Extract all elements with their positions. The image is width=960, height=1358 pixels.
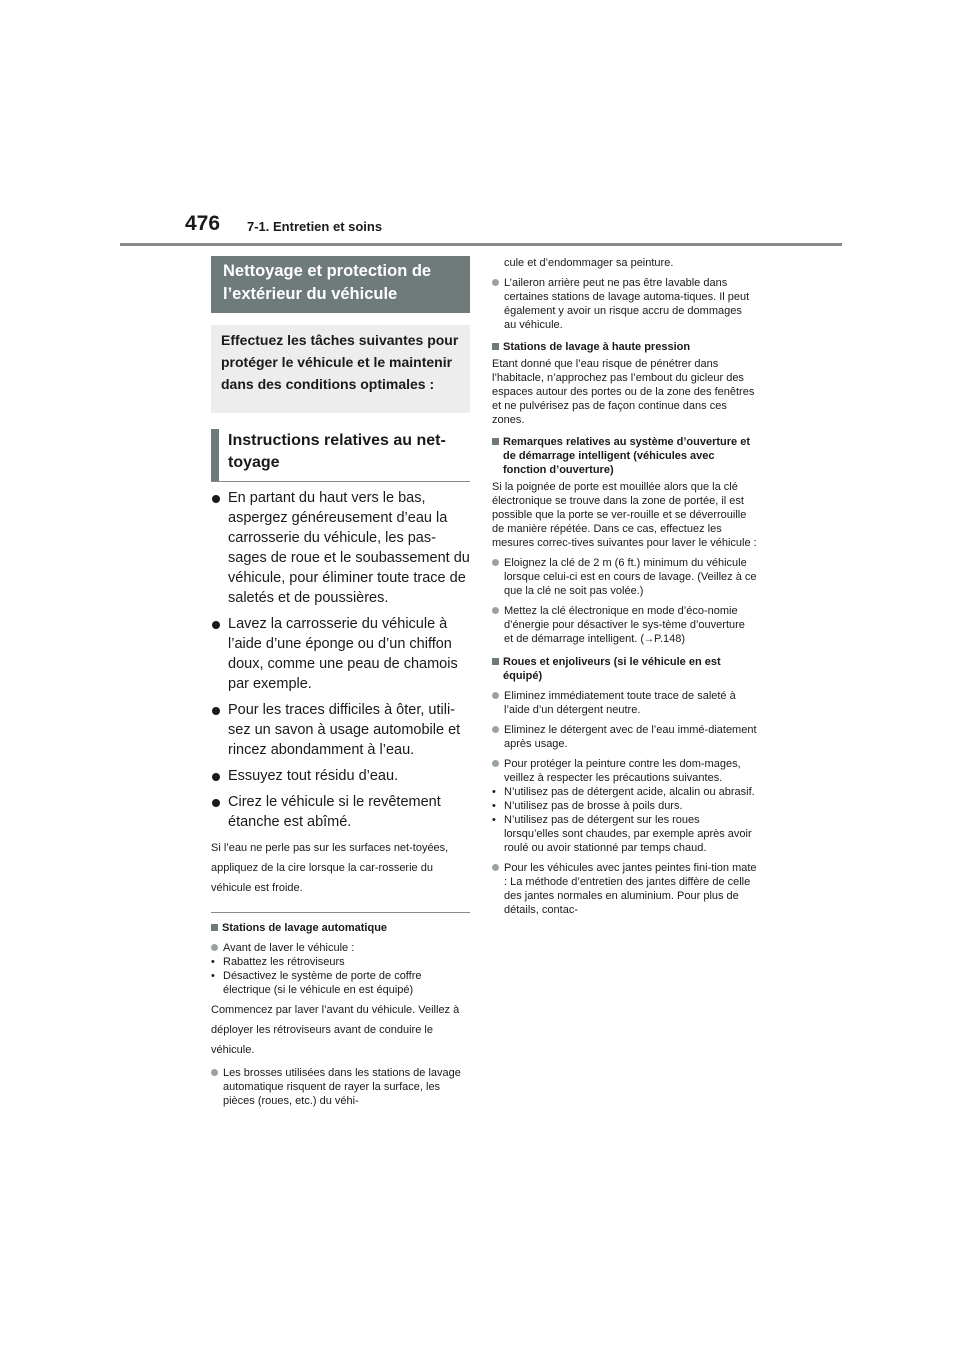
intro-box: Effectuez les tâches suivantes pour protéger le véhicule et le maintenir dans des conditions optimales : [211,325,470,413]
sub-item-text: Rabattez les rétroviseurs [223,956,345,968]
circle-bullet-icon [492,692,499,699]
header-rule [120,243,842,246]
circle-bullet-icon [492,864,499,871]
list-item [492,757,757,785]
list-item-text: Pour les traces difficiles à ôter, utili-sez un savon à usage automobile et rincez abondamment à l’eau. [228,702,461,758]
page-reference-link[interactable]: P.148) [654,633,686,645]
list-item [211,700,470,760]
separator [211,912,470,913]
bullet-icon [212,773,220,781]
cleaning-instructions-title: Instructions relatives au net-toyage [228,432,446,471]
sub-item-text: Désactivez le système de porte de coffre électrique (si le véhicule en est équipé) [223,970,422,996]
dot-bullet-icon: • [492,814,496,826]
sub-item-text: N’utilisez pas de détergent sur les roues lorsqu’elles sont chaudes, par exemple après avoir roulé ou avoir stationné par temps chaud. [504,814,752,854]
bullet-icon [212,799,220,807]
list-item [211,614,470,694]
wheels-heading [492,655,757,683]
list-item [211,1066,470,1108]
circle-bullet-icon [492,559,499,566]
dot-bullet-icon: • [211,970,215,982]
circle-bullet-icon [492,279,499,286]
high-pressure-title: Stations de lavage à haute pression [503,341,691,353]
left-column [211,256,470,1108]
list-item-text: En partant du haut vers le bas, aspergez généreusement d’eau la carrosserie du véhicule, les pas-sages de roue et le soubassement du véhicule, pour éliminer toute trace de saletés et de poussières. [228,490,470,606]
list-item [211,766,470,786]
bullet-icon [212,621,220,629]
sub-item-text: N’utilisez pas de brosse à poils durs. [504,800,683,812]
list-item-text: Cirez le véhicule si le revêtement étanche est abîmé. [228,794,441,830]
list-item-text: Eliminez le détergent avec de l’eau immé-diatement après usage. [504,724,757,750]
circle-bullet-icon [492,760,499,767]
square-bullet-icon [492,658,499,665]
paragraph: Commencez par laver l’avant du véhicule. Veillez à déployer les rétroviseurs avant de conduire le véhicule. [211,1004,460,1056]
square-bullet-icon [492,343,499,350]
right-column [492,256,757,917]
paragraph: Etant donné que l’eau risque de pénétrer dans l’habitacle, n’approchez pas l’embout du gicleur des espaces autour des portes ou de la zone des fenêtres et ne pulvérisez pas de façon continue dans ces zones. [492,358,755,426]
heading-bar [211,429,219,481]
sub-item [492,799,757,813]
cleaning-steps-list [211,488,470,832]
bullet-icon [212,707,220,715]
dot-bullet-icon: • [492,786,496,798]
list-item [211,792,470,832]
automatic-wash-title: Stations de lavage automatique [222,922,388,934]
list-item-text: Essuyez tout résidu d’eau. [228,768,399,784]
section-title: 7-1. Entretien et soins [247,219,383,234]
list-item [211,488,470,608]
page-number: 476 [185,212,221,235]
high-pressure-heading [492,340,757,354]
list-item-text: L’aileron arrière peut ne pas être lavable dans certaines stations de lavage automa-tiques. Il peut également y avoir un risque accru de dommages au véhicule. [504,277,750,331]
list-item-text: Eliminez immédiatement toute trace de saleté à l’aide d’un détergent neutre. [504,690,736,716]
list-item [492,604,757,647]
list-item-text: Eloignez la clé de 2 m (6 ft.) minimum du véhicule lorsque celui-ci est en cours de lavage. (Veillez à ce que la clé ne soit pas volée.) [504,557,757,597]
sub-item [211,969,470,997]
dot-bullet-icon: • [492,800,496,812]
list-item [492,861,757,917]
list-item [492,276,757,332]
sub-item [492,813,757,855]
list-item [492,723,757,751]
smart-key-heading [492,435,757,477]
list-item [492,689,757,717]
square-bullet-icon [211,924,218,931]
list-item-text: Les brosses utilisées dans les stations de lavage automatique risquent de rayer la surface, les pièces (roues, etc.) du véhi- [223,1067,461,1107]
circle-bullet-icon [492,607,499,614]
automatic-wash-heading [211,921,470,935]
wheels-title: Roues et enjoliveurs (si le véhicule en est équipé) [503,656,721,682]
sub-item [492,785,757,799]
sub-item-text: N’utilisez pas de détergent acide, alcalin ou abrasif. [504,786,755,798]
paragraph: Si la poignée de porte est mouillée alors que la clé électronique se trouve dans la zone de portée, il est possible que la porte se ver-rouille et se déverrouille de manière répétée. Dans ce cas, effectuez les mesures correc-tives suivantes pour laver le véhicule : [492,481,757,549]
dot-bullet-icon: • [211,956,215,968]
list-item [211,941,470,955]
bullet-icon [212,495,220,503]
list-item-text: Pour protéger la peinture contre les dom-mages, veillez à respecter les précautions suivantes. [504,758,741,784]
smart-key-title: Remarques relatives au système d’ouverture et de démarrage intelligent (véhicules avec fonction d’ouverture) [503,436,751,476]
list-item-text: Lavez la carrosserie du véhicule à l’aide d’une éponge ou d’un chiffon doux, comme une peau de chamois par exemple. [228,616,458,692]
circle-bullet-icon [492,726,499,733]
arrow-right-icon: → [644,634,655,645]
wax-note: Si l’eau ne perle pas sur les surfaces net-toyées, appliquez de la cire lorsque la car-rosserie du véhicule est froide. [211,842,449,894]
list-item [492,556,757,598]
continued-text: cule et d’endommager sa peinture. [504,257,674,269]
list-item-text [504,604,757,647]
main-heading: Nettoyage et protection de l’extérieur du véhicule [211,256,470,313]
circle-bullet-icon [211,1069,218,1076]
list-item-text: Avant de laver le véhicule : [223,942,355,954]
circle-bullet-icon [211,944,218,951]
square-bullet-icon [492,438,499,445]
list-item-text-main: Mettez la clé électronique en mode d’éco-nomie d’énergie pour désactiver le sys-tème d’ouverture et de démarrage intelligent. ( [504,605,745,645]
cleaning-instructions-heading [211,429,470,482]
list-item-text: Pour les véhicules avec jantes peintes fini-tion mate : La méthode d’entretien des jantes diffère de celle des jantes normales en aluminium. Pour plus de détails, contac- [504,862,757,916]
sub-item [211,955,470,969]
